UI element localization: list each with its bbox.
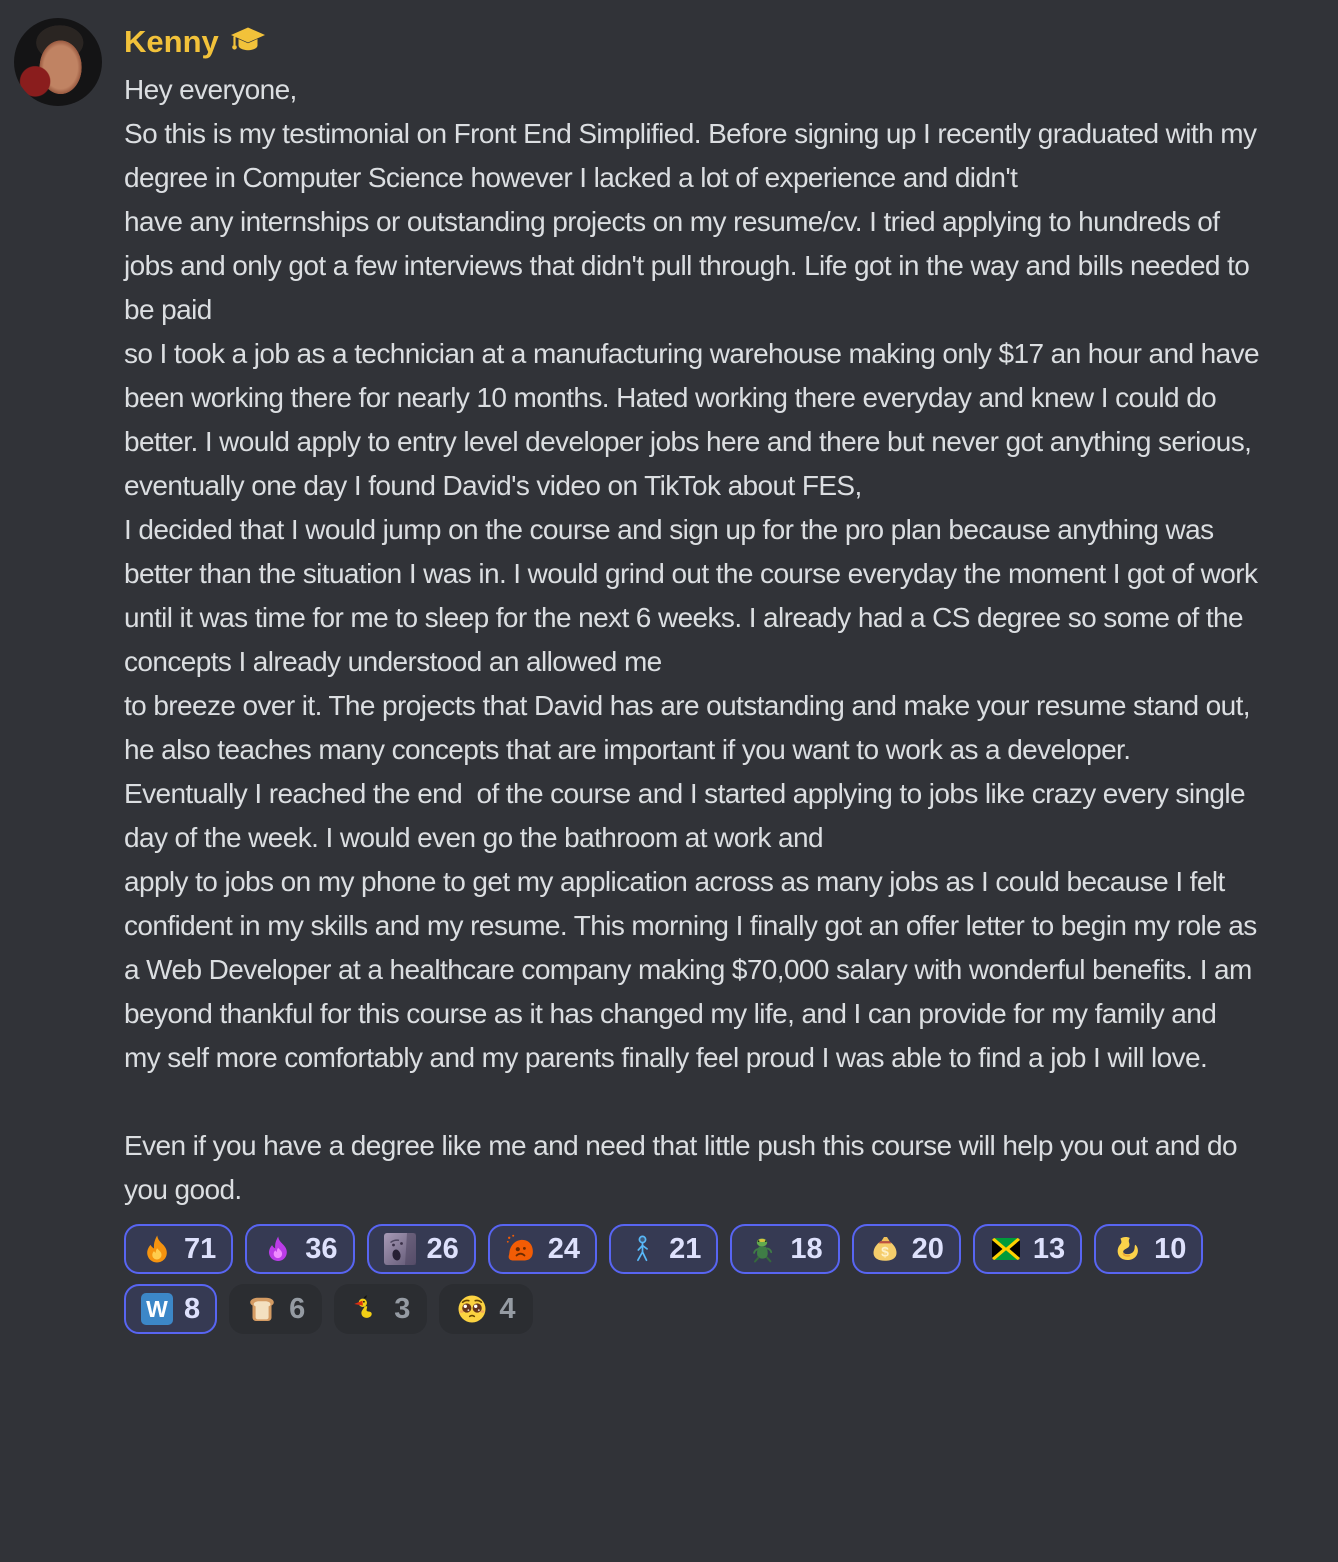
graduation-cap-role-icon xyxy=(229,25,267,59)
message-paragraph: have any internships or outstanding projects on my resume/cv. I tried applying to hundreds of jobs and only got a few interviews that didn't pull through. Life got in the way and bills needed to be paid xyxy=(124,206,1257,325)
pleading-face-icon xyxy=(456,1293,488,1325)
flag-jamaica-icon xyxy=(990,1233,1022,1265)
reaction-count: 26 xyxy=(426,1232,459,1265)
reaction-count: 36 xyxy=(305,1232,338,1265)
reaction-count: 4 xyxy=(499,1292,516,1325)
flexed-biceps-icon xyxy=(1111,1233,1143,1265)
svg-text:$: $ xyxy=(880,1243,889,1260)
reaction-pleading-face[interactable] xyxy=(439,1284,532,1334)
reaction-count: 24 xyxy=(547,1232,581,1265)
username[interactable]: Kenny xyxy=(124,24,219,59)
bread-icon xyxy=(246,1293,278,1325)
reaction-scared-orange-blob[interactable] xyxy=(488,1224,597,1274)
reactions xyxy=(124,1224,1290,1334)
reaction-fire[interactable] xyxy=(124,1224,233,1274)
message-text xyxy=(124,68,1267,1212)
blue-stick-figure-icon xyxy=(626,1233,658,1265)
reaction-flag-jamaica[interactable] xyxy=(973,1224,1082,1274)
reaction-purple-flame[interactable] xyxy=(245,1224,354,1274)
reactions-row-2 xyxy=(124,1284,1290,1334)
reaction-count: 21 xyxy=(669,1232,702,1265)
message-paragraph: I decided that I would jump on the course and sign up for the pro plan because anything was better than the situation I was in. I would grind out the course everyday the moment I got of work until it was time for me to sleep for the next 6 weeks. I already had a CS degree so some of the concepts I already understood an allowed me xyxy=(124,514,1265,677)
running-duck-icon xyxy=(351,1293,383,1325)
reaction-flexed-biceps[interactable] xyxy=(1094,1224,1203,1274)
message-paragraph: so I took a job as a technician at a manufacturing warehouse making only $17 an hour and have been working there for nearly 10 months. Hated working there everyday and knew I could do better. I would apply to entry level developer jobs here and there but never got anything serious, eventually one day I found David's video on TikTok about FES, xyxy=(124,338,1267,501)
scared-orange-blob-icon xyxy=(505,1233,537,1265)
reaction-bread[interactable] xyxy=(229,1284,322,1334)
reactions-row-1 xyxy=(124,1224,1290,1274)
message-paragraph: Hey everyone, xyxy=(124,74,297,105)
reaction-count: 20 xyxy=(911,1232,944,1265)
money-bag-icon xyxy=(869,1233,901,1265)
reaction-count: 71 xyxy=(184,1232,217,1265)
message-paragraph: So this is my testimonial on Front End Simplified. Before signing up I recently graduated with my degree in Computer Science however I lacked a lot of experience and didn't xyxy=(124,118,1264,193)
message-paragraph: Even if you have a degree like me and need that little push this course will help you out and do you good. xyxy=(124,1130,1245,1205)
reaction-count: 18 xyxy=(790,1232,823,1265)
message-header xyxy=(124,22,1290,62)
reaction-count: 6 xyxy=(289,1292,306,1325)
reaction-blue-stick-figure[interactable] xyxy=(609,1224,718,1274)
avatar[interactable] xyxy=(14,18,102,106)
reaction-count: 13 xyxy=(1032,1232,1066,1265)
reaction-thanos-scream[interactable] xyxy=(367,1224,476,1274)
fire-icon xyxy=(141,1233,173,1265)
reaction-count: 10 xyxy=(1154,1232,1187,1265)
reaction-running-duck[interactable] xyxy=(334,1284,427,1334)
message-paragraph: apply to jobs on my phone to get my application across as many jobs as I could because I felt confident in my skills and my resume. This morning I finally got an offer letter to begin my role as a Web Developer at a healthcare company making $70,000 salary with wonderful benefits. I am beyond thankful for this course as it has changed my life, and I can provide for my family and my self more comfortably and my parents finally feel proud I was able to find a job I will love. xyxy=(124,866,1264,1073)
purple-flame-icon xyxy=(262,1233,294,1265)
thanos-scream-icon xyxy=(384,1233,416,1265)
reaction-count: 3 xyxy=(394,1292,411,1325)
reaction-money-bag[interactable] xyxy=(852,1224,961,1274)
w-letter-icon: W xyxy=(141,1293,173,1325)
reaction-w-letter[interactable] xyxy=(124,1284,217,1334)
message-paragraph-blank xyxy=(124,1080,1259,1124)
reaction-dancing-frog[interactable] xyxy=(730,1224,839,1274)
dancing-frog-icon xyxy=(747,1233,779,1265)
reaction-count: 8 xyxy=(184,1292,201,1325)
message-paragraph: to breeze over it. The projects that David has are outstanding and make your resume stand out, he also teaches many concepts that are important if you want to work as a developer. Eventually I reached the end of the course and I started applying to jobs like crazy every single day of the week. I would even go the bathroom at work and xyxy=(124,690,1258,853)
